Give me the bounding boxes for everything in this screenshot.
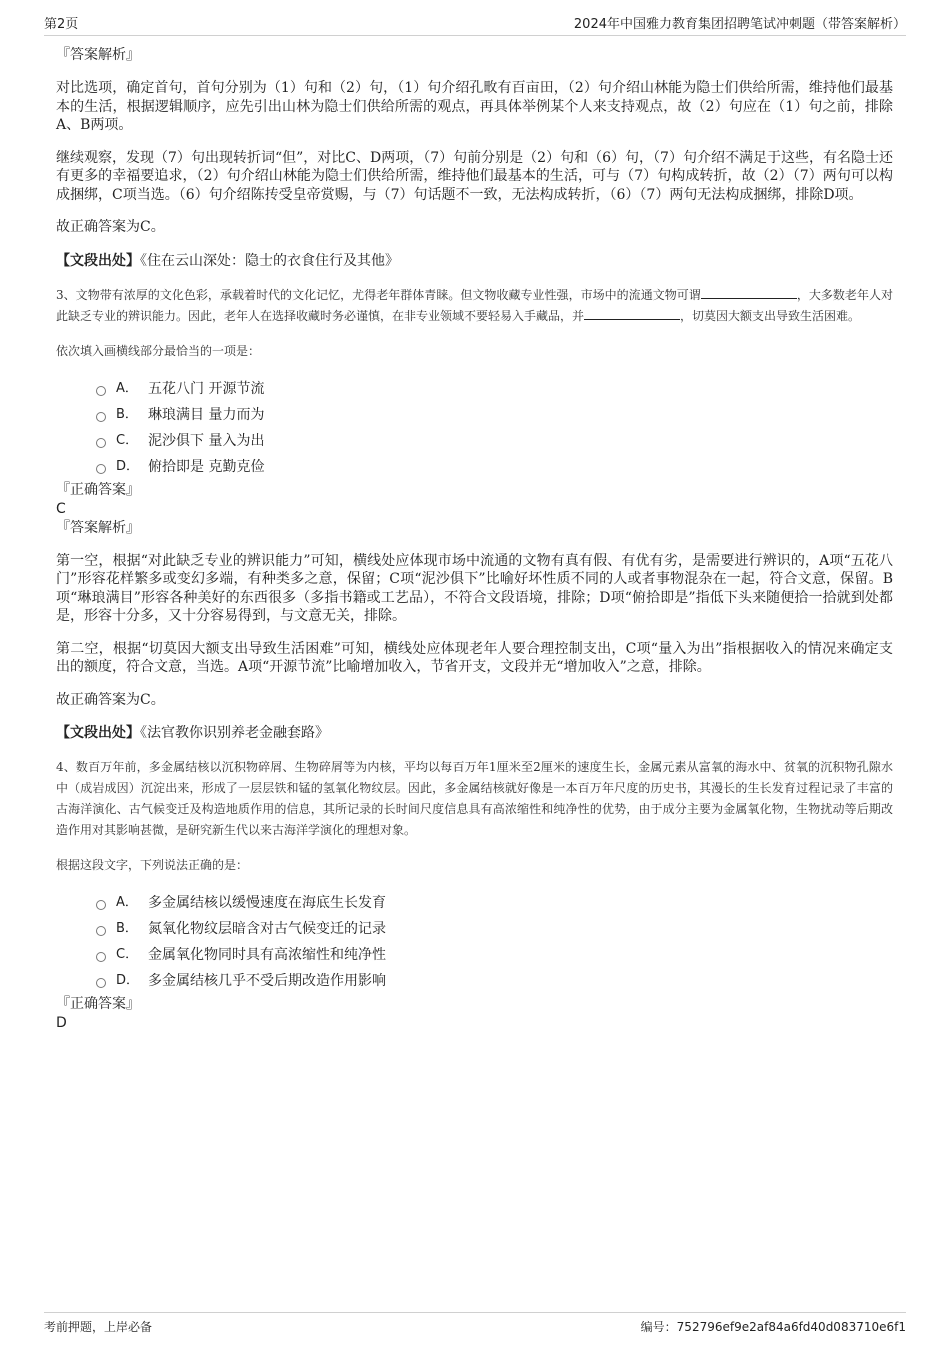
radio-icon[interactable] — [96, 926, 106, 936]
radio-icon[interactable] — [96, 412, 106, 422]
page-header — [44, 12, 906, 36]
q3-stem: 3、文物带有浓厚的文化色彩，承载着时代的文化记忆，尤得老年群体青睐。但文物收藏专业性强，市场中的流通文物可谓 ，大多数老年人对此缺乏专业的辨识能力。因此，老年人在选择收藏时务必谨慎，在非专业领域不要轻易入手藏品，并 ，切莫因大额支出导致生活困难。 — [56, 287, 893, 323]
q2-source — [56, 251, 893, 271]
q3-source-title: 《法官教你识别养老金融套路》 — [140, 725, 329, 741]
q3-prompt: 依次填入画横线部分最恰当的一项是： — [56, 343, 261, 358]
q3-options — [56, 376, 893, 480]
q2-source-title: 《住在云山深处：隐士的衣食住行及其他》 — [140, 252, 399, 269]
page-content — [56, 45, 893, 1032]
q4-option-d[interactable]: D． 多金属结核几乎不受后期改造作用影响 — [96, 968, 893, 994]
document-id: 编号：752796ef9e2af84a6fd40d083710e6f1 — [640, 1320, 906, 1334]
q4-answer: D — [56, 1015, 67, 1031]
q4-stem: 4、数百万年前，多金属结核以沉积物碎屑、生物碎屑等为内核，平均以每百万年1厘米至2厘米的速度生长，金属元素从富氧的海水中、贫氧的沉积物孔隙水中（成岩成因）沉淀出来，形成了一层层铁和锰的氢氧化物纹层。因此，多金属结核就好像是一本百万年尺度的历史书，其漫长的生长发育过程记录了丰富的古海洋演化、古气候变迁及构造地质作用的信息，其所记录的长时间尺度信息具有高浓缩性和纯净性的优势，由于成分主要为金属氧化物，生物扰动等后期改造作用对其影响甚微，是研究新生代以来古海洋学演化的理想对象。 — [56, 760, 893, 837]
answer-analysis-label: 『答案解析』 — [56, 519, 140, 536]
q3-answer: C — [56, 500, 66, 517]
q3-analysis-p2: 第二空，根据“切莫因大额支出导致生活困难”可知，横线处应体现老年人要合理控制支出，C项“量入为出”指根据收入的情况来确定支出的额度，符合文意，当选。A项“开源节流”比喻增加收入，节省开支，文段并无“增加收入”之意，排除。 — [56, 640, 893, 675]
source-prefix: 【文段出处】 — [56, 725, 140, 741]
correct-answer-label: 『正确答案』 — [56, 481, 140, 498]
fill-blank-1 — [701, 286, 797, 299]
q2-analysis-p2: 继续观察，发现（7）句出现转折词“但”，对比C、D两项，（7）句前分别是（2）句和（6）句，（7）句介绍不满足于这些，有名隐士还有更多的幸福要追求，（2）句介绍山林能为隐士们供给所需，维持他们最基本的生活，可与（7）句构成转折，故（2）（7）两句可以构成捆绑，C项当选。（6）句介绍陈抟受皇帝赏赐，与（7）句话题不一致，无法构成转折，（6）（7）两句无法构成捆绑，排除D项。 — [56, 149, 893, 203]
radio-icon[interactable] — [96, 900, 106, 910]
radio-icon[interactable] — [96, 386, 106, 396]
q4-option-b[interactable]: B． 氮氧化物纹层暗含对古气候变迁的记录 — [96, 916, 893, 942]
source-prefix: 【文段出处】 — [56, 252, 140, 269]
fill-blank-2 — [584, 307, 680, 320]
q4-options — [56, 890, 893, 994]
q4-prompt: 根据这段文字，下列说法正确的是： — [56, 858, 249, 872]
radio-icon[interactable] — [96, 952, 106, 962]
q3-option-b[interactable]: B． 琳琅满目 量力而为 — [96, 402, 893, 428]
correct-answer-label: 『正确答案』 — [56, 996, 140, 1012]
q3-option-a[interactable]: A． 五花八门 开源节流 — [96, 376, 893, 402]
q4-option-a[interactable]: A． 多金属结核以缓慢速度在海底生长发育 — [96, 890, 893, 916]
page-footer — [44, 1312, 906, 1335]
q3-analysis-p1: 第一空，根据“对此缺乏专业的辨识能力”可知，横线处应体现市场中流通的文物有真有假、有优有劣，是需要进行辨识的，A项“五花八门”形容花样繁多或变幻多端，有种类多之意，保留；C项“泥沙俱下”比喻好坏性质不同的人或者事物混杂在一起，符合文意，保留。B项“琳琅满目”形容各种美好的东西很多（多指书籍或工艺品），不符合文段语境，排除；D项“俯拾即是”指低下头来随便拾一拾就到处都是，形容十分多，又十分容易得到，与文意无关，排除。 — [56, 552, 893, 624]
radio-icon[interactable] — [96, 978, 106, 988]
q3-conclusion: 故正确答案为C。 — [56, 691, 165, 708]
document-title: 2024年中国雅力教育集团招聘笔试冲刺题（带答案解析） — [573, 17, 906, 32]
q2-analysis-p1: 对比选项，确定首句，首句分别为（1）句和（2）句，（1）句介绍孔畋有百亩田，（2）句介绍山林能为隐士们供给所需，维持他们最基本的生活，根据逻辑顺序，应先引出山林为隐士们供给所需的观点，再具体举例某个人来支持观点，故（2）句应在（1）句之前，排除A、B两项。 — [56, 80, 893, 133]
answer-analysis-label: 『答案解析』 — [56, 47, 140, 63]
q4-option-c[interactable]: C． 金属氧化物同时具有高浓缩性和纯净性 — [96, 942, 893, 968]
q3-option-d[interactable]: D． 俯拾即是 克勤克俭 — [96, 454, 893, 480]
q3-source — [56, 723, 893, 743]
radio-icon[interactable] — [96, 438, 106, 448]
page-number: 第2页 — [44, 17, 79, 32]
q3-option-c[interactable]: C． 泥沙俱下 量入为出 — [96, 428, 893, 454]
q2-conclusion: 故正确答案为C。 — [56, 219, 165, 235]
footer-slogan: 考前押题，上岸必备 — [44, 1320, 153, 1334]
radio-icon[interactable] — [96, 464, 106, 474]
